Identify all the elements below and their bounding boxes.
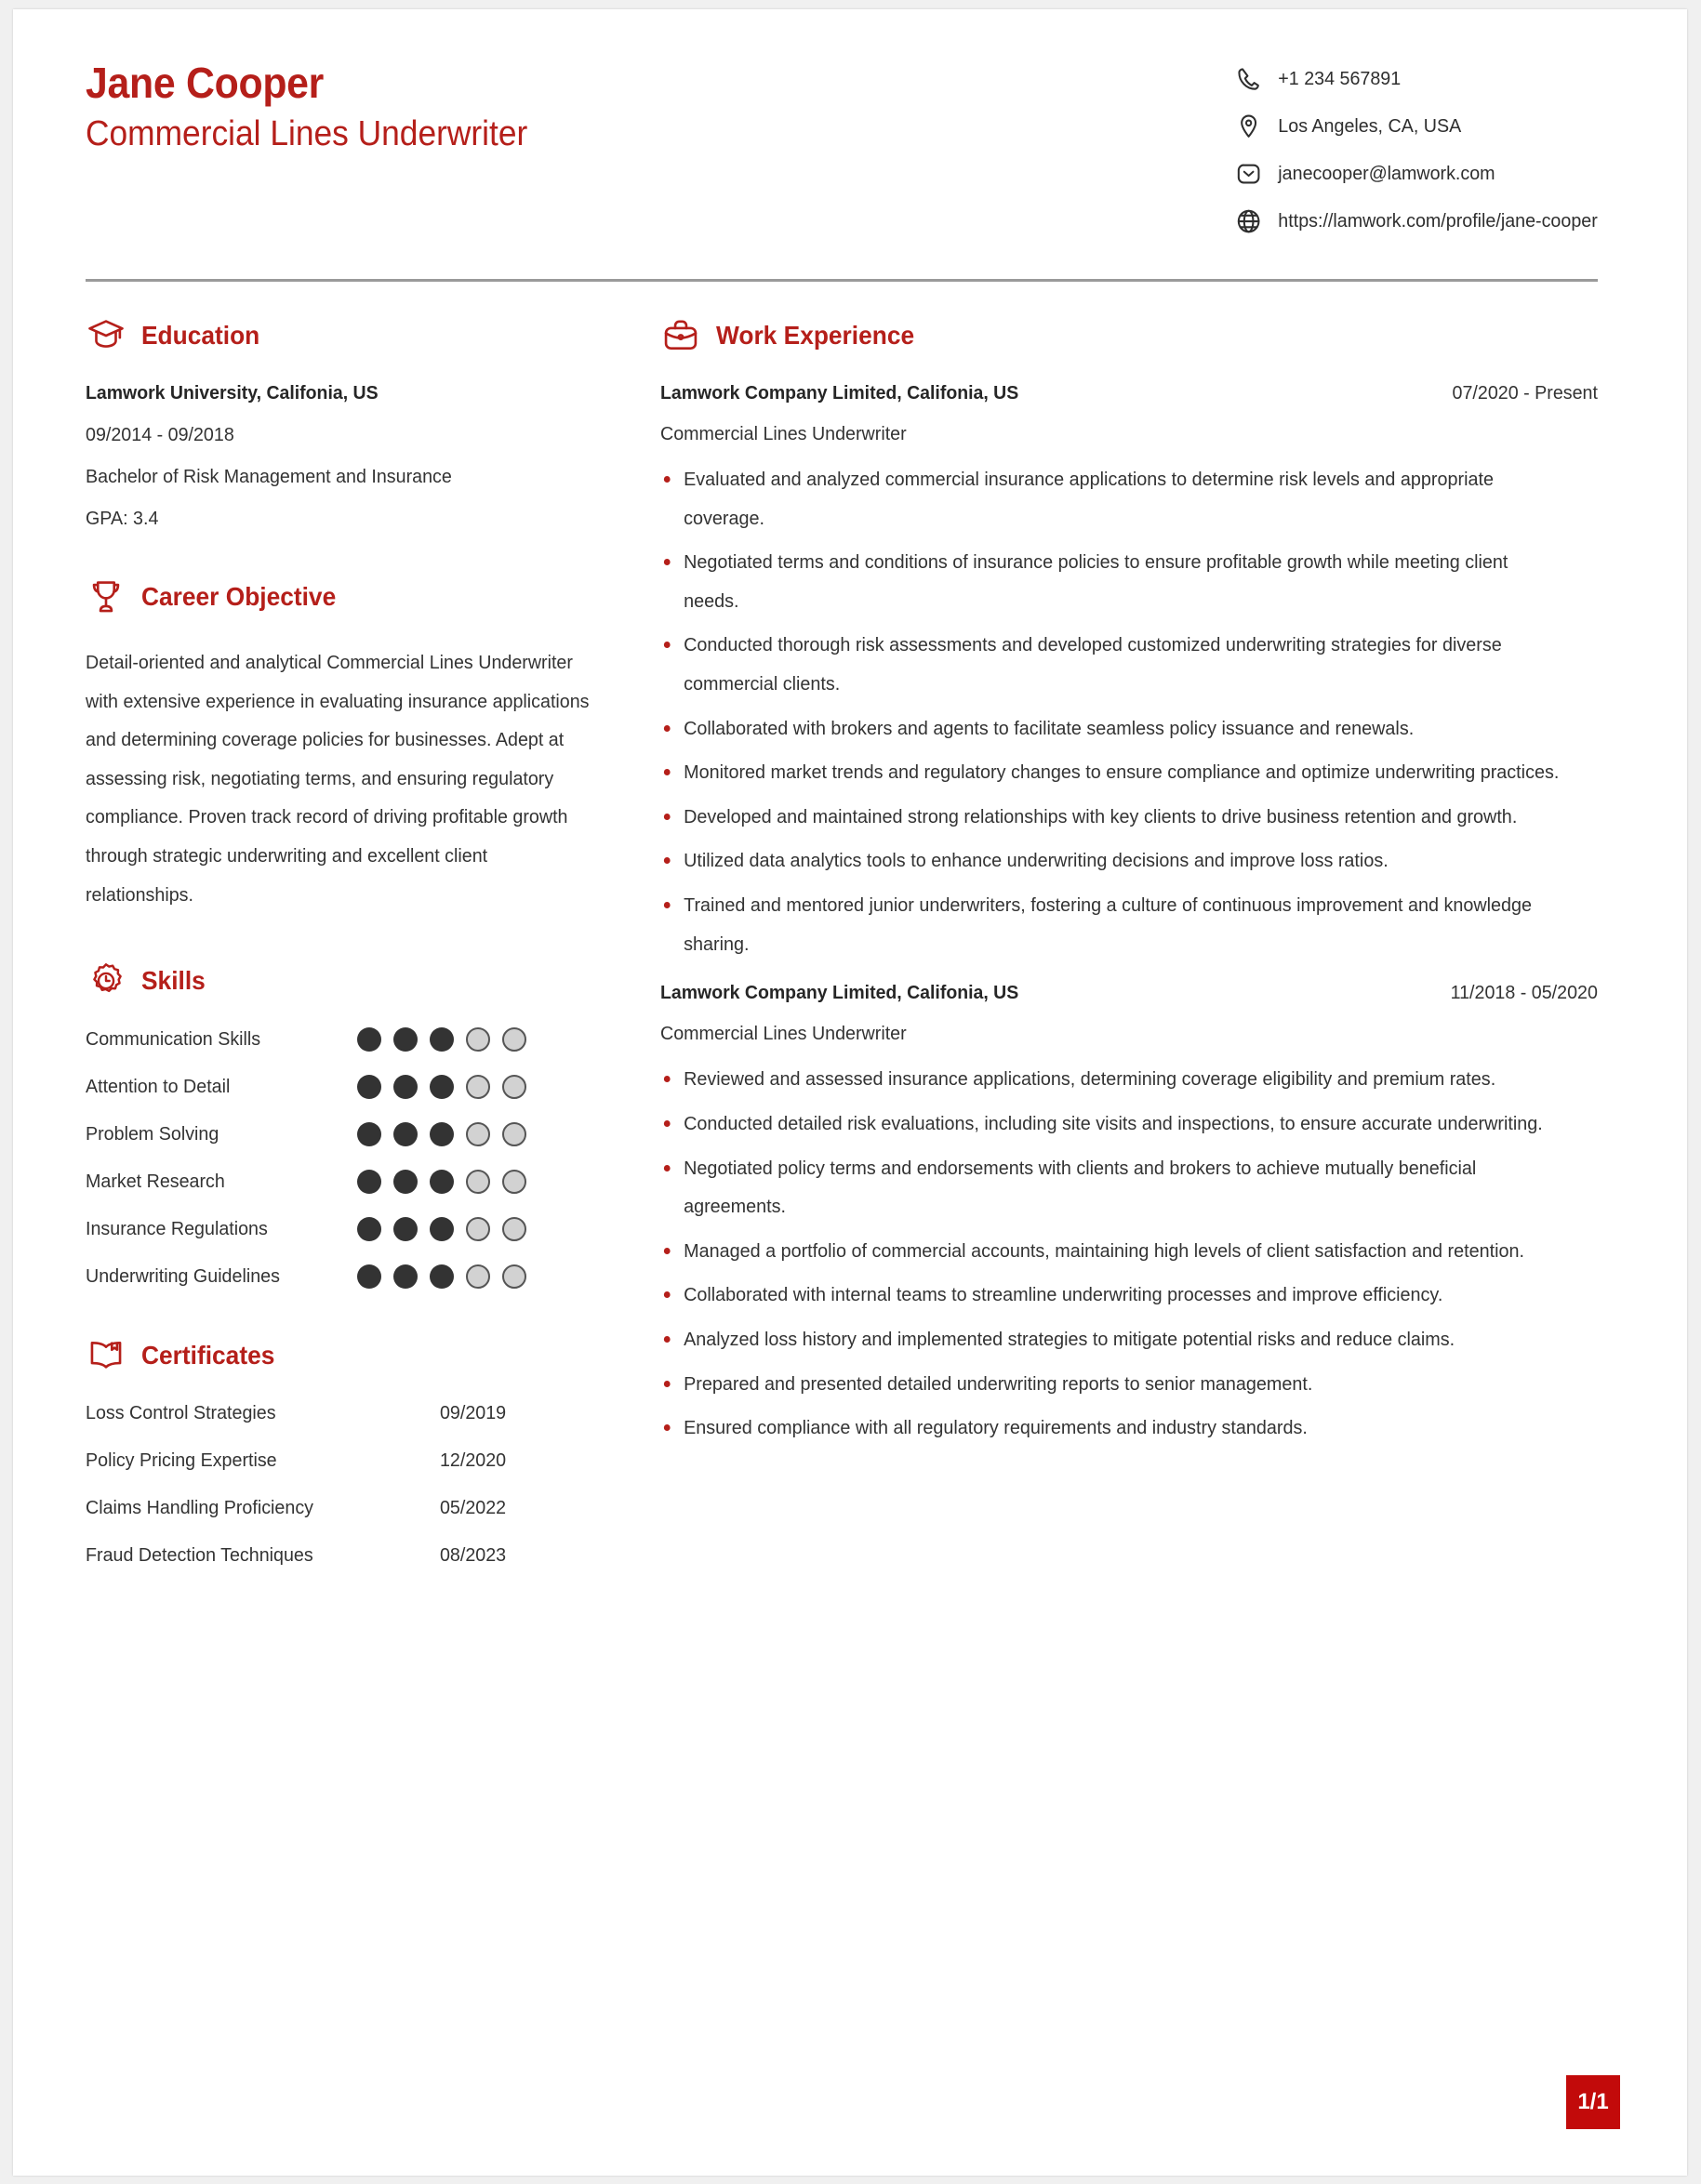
work-experience-item [660,382,1598,963]
certificates-heading [86,1335,599,1376]
rating-dot-empty [502,1217,526,1241]
skill-rating [357,1075,599,1099]
open-book-icon [86,1335,126,1376]
rating-dot-filled [357,1075,381,1099]
left-column [86,315,627,1613]
education-heading [86,315,599,356]
career-objective-text: Detail-oriented and analytical Commercial Lines Underwriter with extensive experience in evaluating insurance applications and determining coverage policies for businesses. Adept at assessing risk, negotiating terms, and ensuring regulatory compliance. Proven track record of driving profitable growth through strategic underwriting and excellent client relationships. [86,652,590,906]
rating-dot-empty [502,1122,526,1146]
location-icon [1234,111,1265,142]
job-bullet: Reviewed and assessed insurance applications, determining coverage eligibility and premium rates. [660,1060,1565,1099]
job-dates: 07/2020 - Present [1452,382,1598,404]
rating-dot-empty [466,1075,490,1099]
contact-email[interactable] [1234,158,1598,190]
certificate-name: Claims Handling Proficiency [86,1497,314,1519]
job-bullet: Ensured compliance with all regulatory requirements and industry standards. [660,1409,1565,1448]
job-bullet: Conducted thorough risk assessments and developed customized underwriting strategies for diverse commercial clients. [660,626,1565,703]
section-certificates [86,1335,599,1567]
rating-dot-filled [393,1170,418,1194]
resume-body [86,315,1598,1613]
rating-dot-empty [502,1170,526,1194]
rating-dot-filled [430,1122,454,1146]
certificate-name: Loss Control Strategies [86,1402,276,1424]
rating-dot-empty [502,1027,526,1052]
skills-title: Skills [141,966,206,996]
skill-rating [357,1170,599,1194]
email-value: janecooper@lamwork.com [1278,163,1495,184]
rating-dot-filled [393,1217,418,1241]
rating-dot-filled [430,1264,454,1289]
certificate-date: 08/2023 [439,1544,506,1567]
gear-clock-icon [86,960,126,1001]
rating-dot-empty [466,1027,490,1052]
job-header [660,982,1598,1004]
certificate-name: Policy Pricing Expertise [86,1449,277,1472]
section-education [86,315,599,530]
website-value: https://lamwork.com/profile/jane-cooper [1278,210,1598,232]
rating-dot-filled [393,1075,418,1099]
header-divider [86,279,1598,282]
skills-list [86,1027,599,1289]
contact-list [1218,63,1598,253]
skill-row [86,1122,599,1146]
work-experience-heading [660,315,1598,356]
job-title-subtitle: Commercial Lines Underwriter [86,114,528,154]
certificates-list [86,1402,599,1567]
contact-location[interactable] [1234,111,1598,142]
skill-row [86,1264,599,1289]
certificates-title: Certificates [141,1341,275,1370]
phone-value: +1 234 567891 [1278,68,1402,89]
contact-phone[interactable] [1234,63,1598,95]
job-company: Lamwork Company Limited, Califonia, US [660,982,1019,1004]
skill-label: Underwriting Guidelines [86,1265,280,1288]
skill-label: Insurance Regulations [86,1218,268,1240]
skill-row [86,1075,599,1099]
certificate-row [86,1497,599,1519]
briefcase-icon [660,315,701,356]
job-bullet: Negotiated policy terms and endorsements with clients and brokers to achieve mutually beneficial agreements. [660,1149,1565,1226]
rating-dot-filled [357,1264,381,1289]
section-career-objective [86,576,599,914]
job-bullet: Evaluated and analyzed commercial insurance applications to determine risk levels and appropriate coverage. [660,460,1565,537]
job-bullet-list [660,460,1598,963]
website-icon [1234,205,1265,237]
rating-dot-filled [430,1075,454,1099]
job-bullet: Prepared and presented detailed underwriting reports to senior management. [660,1365,1565,1404]
job-dates: 11/2018 - 05/2020 [1450,982,1598,1004]
certificate-row [86,1449,599,1472]
education-title: Education [141,321,260,350]
job-role: Commercial Lines Underwriter [660,423,907,444]
trophy-icon [86,576,126,617]
job-bullet: Utilized data analytics tools to enhance underwriting decisions and improve loss ratios. [660,841,1565,880]
career-objective-heading [86,576,599,617]
identity-block [86,58,561,158]
certificate-row [86,1544,599,1567]
skill-label: Attention to Detail [86,1076,231,1098]
skill-label: Communication Skills [86,1028,261,1051]
contact-website[interactable] [1234,205,1598,237]
skill-label: Problem Solving [86,1123,219,1145]
rating-dot-filled [357,1217,381,1241]
rating-dot-filled [393,1122,418,1146]
rating-dot-filled [430,1217,454,1241]
job-bullet-list [660,1060,1598,1447]
rating-dot-empty [502,1264,526,1289]
phone-icon [1234,63,1265,95]
certificate-date: 05/2022 [439,1497,506,1519]
rating-dot-filled [393,1027,418,1052]
job-bullet: Conducted detailed risk evaluations, including site visits and inspections, to ensure accurate underwriting. [660,1105,1565,1144]
job-role: Commercial Lines Underwriter [660,1023,907,1045]
rating-dot-empty [466,1264,490,1289]
rating-dot-filled [430,1170,454,1194]
career-objective-title: Career Objective [141,582,337,611]
skill-row [86,1027,599,1052]
rating-dot-filled [430,1027,454,1052]
skills-heading [86,960,599,1001]
work-experience-list [660,382,1598,1448]
job-bullet: Monitored market trends and regulatory changes to ensure compliance and optimize underwriting practices. [660,753,1565,792]
skill-row [86,1217,599,1241]
job-bullet: Analyzed loss history and implemented strategies to mitigate potential risks and reduce claims. [660,1320,1565,1359]
rating-dot-empty [502,1075,526,1099]
work-experience-title: Work Experience [716,321,915,350]
rating-dot-empty [466,1122,490,1146]
skill-rating [357,1027,599,1052]
job-header [660,382,1598,404]
page-title: Jane Cooper [86,59,325,107]
rating-dot-filled [393,1264,418,1289]
rating-dot-filled [357,1122,381,1146]
rating-dot-empty [466,1217,490,1241]
rating-dot-filled [357,1027,381,1052]
location-value: Los Angeles, CA, USA [1278,115,1462,137]
education-dates: 09/2014 - 09/2018 [86,424,234,445]
section-skills [86,960,599,1289]
certificate-date: 09/2019 [439,1402,506,1424]
resume-header [86,58,1598,253]
certificate-date: 12/2020 [439,1449,506,1472]
job-bullet: Trained and mentored junior underwriters, fostering a culture of continuous improvement and knowledge sharing. [660,886,1565,963]
certificate-name: Fraud Detection Techniques [86,1544,313,1567]
education-school: Lamwork University, Califonia, US [86,382,379,404]
education-degree: Bachelor of Risk Management and Insurance [86,466,452,487]
skill-rating [357,1217,599,1241]
certificate-row [86,1402,599,1424]
right-column [627,315,1598,1613]
job-bullet: Developed and maintained strong relationships with key clients to drive business retention and growth. [660,798,1565,837]
job-bullet: Managed a portfolio of commercial accounts, maintaining high levels of client satisfaction and retention. [660,1232,1565,1271]
skill-label: Market Research [86,1171,225,1193]
job-company: Lamwork Company Limited, Califonia, US [660,382,1019,404]
job-bullet: Negotiated terms and conditions of insurance policies to ensure profitable growth while meeting client needs. [660,543,1565,620]
email-icon [1234,158,1265,190]
skill-rating [357,1264,599,1289]
job-bullet: Collaborated with internal teams to streamline underwriting processes and improve efficiency. [660,1276,1565,1315]
skill-rating [357,1122,599,1146]
resume-page [13,9,1687,2176]
page-number-badge: 1/1 [1566,2075,1620,2129]
rating-dot-filled [357,1170,381,1194]
rating-dot-empty [466,1170,490,1194]
education-gpa: GPA: 3.4 [86,508,159,529]
job-bullet: Collaborated with brokers and agents to facilitate seamless policy issuance and renewals. [660,709,1565,748]
skill-row [86,1170,599,1194]
work-experience-item [660,982,1598,1447]
graduation-cap-icon [86,315,126,356]
